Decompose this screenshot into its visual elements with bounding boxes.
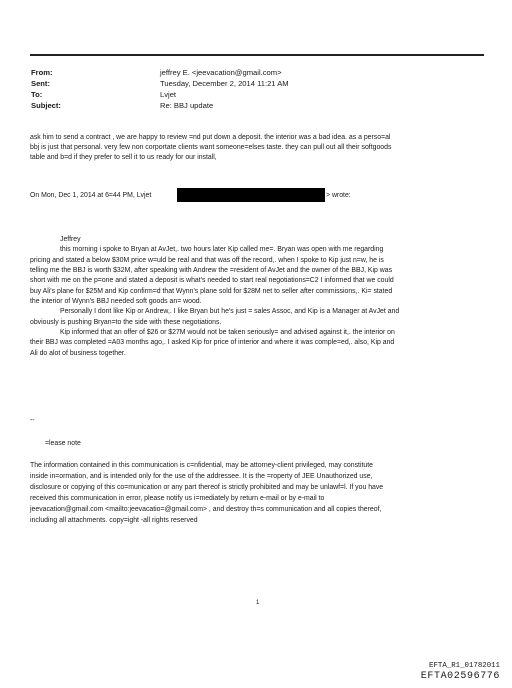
reply-line: bbj is just that personal. very few non corportate clients want someone=elses taste. they can pull out all their softgoods — [30, 144, 392, 151]
notice-line: The information contained in this communication is c=nfidential, may be attorney-client privileged, may constitute — [30, 462, 373, 469]
quote-intro-wrote: > wrote: — [326, 192, 351, 199]
notice-line: including all attachments. copy=ight -all rights reserved — [30, 517, 198, 524]
redaction-bar — [177, 188, 325, 202]
greeting: Jeffrey — [60, 236, 81, 243]
body-line: short with me on the p=one and stated a deposit is what's needed to start real negotiations=C2 I informed that we could — [30, 277, 394, 284]
body-line: Kip informed that an offer of $26 or $27M would not be taken seriously= and advised against it,. the interior on — [60, 329, 395, 336]
subject-value: Re: BBJ update — [160, 101, 214, 110]
notice-line: disclosure or copying of this co=munication or any part thereof is strictly prohibited and may be unlawf=l. If you have — [30, 484, 384, 491]
page-number: 1 — [256, 600, 260, 606]
footer-id-secondary: EFTA02596776 — [420, 671, 500, 682]
body-line: Ali do alot of business together. — [30, 350, 126, 357]
notice-line: inside in=ormation, and is intended only for the use of the addressee. It is the =roperty of JEE Unauthorized use, — [30, 473, 373, 480]
subject-label: Subject: — [31, 101, 61, 110]
quote-intro: On Mon, Dec 1, 2014 at 6=44 PM, Lvjet — [30, 192, 152, 199]
notice-line: received this communication in error, please notify us i=mediately by return e-mail or by e-mail to — [30, 495, 325, 502]
body-line: their BBJ was completed =A03 months ago,. I asked Kip for price of interior and where it was comple=ed,. also, Kip and — [30, 339, 395, 346]
footer-id-primary: EFTA_R1_01782011 — [429, 662, 500, 670]
header-rule — [30, 54, 484, 56]
sent-value: Tuesday, December 2, 2014 11:21 AM — [160, 79, 289, 88]
from-label: From: — [31, 68, 53, 77]
notice-line: jeevacation@gmail.com <mailto:jeevacatio=@gmail.com> , and destroy th=s communication and all copies thereof, — [30, 506, 382, 513]
sent-label: Sent: — [31, 79, 50, 88]
body-line: Personally I dont like Kip or Andrew,. I like Bryan but he's just = sales Assoc, and Kip is a Manager at AvJet and — [60, 308, 400, 315]
reply-line: table and b=d if they prefer to sell it to us ready for our install, — [30, 154, 217, 161]
reply-line: ask him to send a contract , we are happy to review =nd put down a deposit. the interior was a bad idea. as a perso=al — [30, 134, 391, 141]
body-line: this morning i spoke to Bryan at AvJet,. two hours later Kip called me=. Bryan was open with me regarding — [60, 246, 384, 253]
body-line: obviously is pushing Bryan=to the side with these negotiations. — [30, 319, 222, 326]
body-line: telling me the BBJ is worth $32M, after speaking with Andrew the =resident of AvJet and the owner of the BBJ, Kip was — [30, 267, 393, 274]
signature-dashes: -- — [30, 417, 35, 424]
to-label: To: — [31, 90, 43, 99]
to-value: Lvjet — [160, 90, 177, 99]
body-line: the interior of Wynn's BBJ needed soft goods an= wood. — [30, 298, 202, 305]
from-value: jeffrey E. <jeevacation@gmail.com> — [160, 68, 282, 77]
body-line: buy Ali's plane for $25M and Kip confirm=d that Wynn's plane sold for $28M net to seller after commissions,. Ki= stated — [30, 288, 393, 295]
please-note-heading: =lease note — [45, 440, 81, 447]
body-line: pricing and stated a below $30M price w=uld be real and that was off the record,. when I spoke to Kip just n=w, he is — [30, 257, 384, 264]
